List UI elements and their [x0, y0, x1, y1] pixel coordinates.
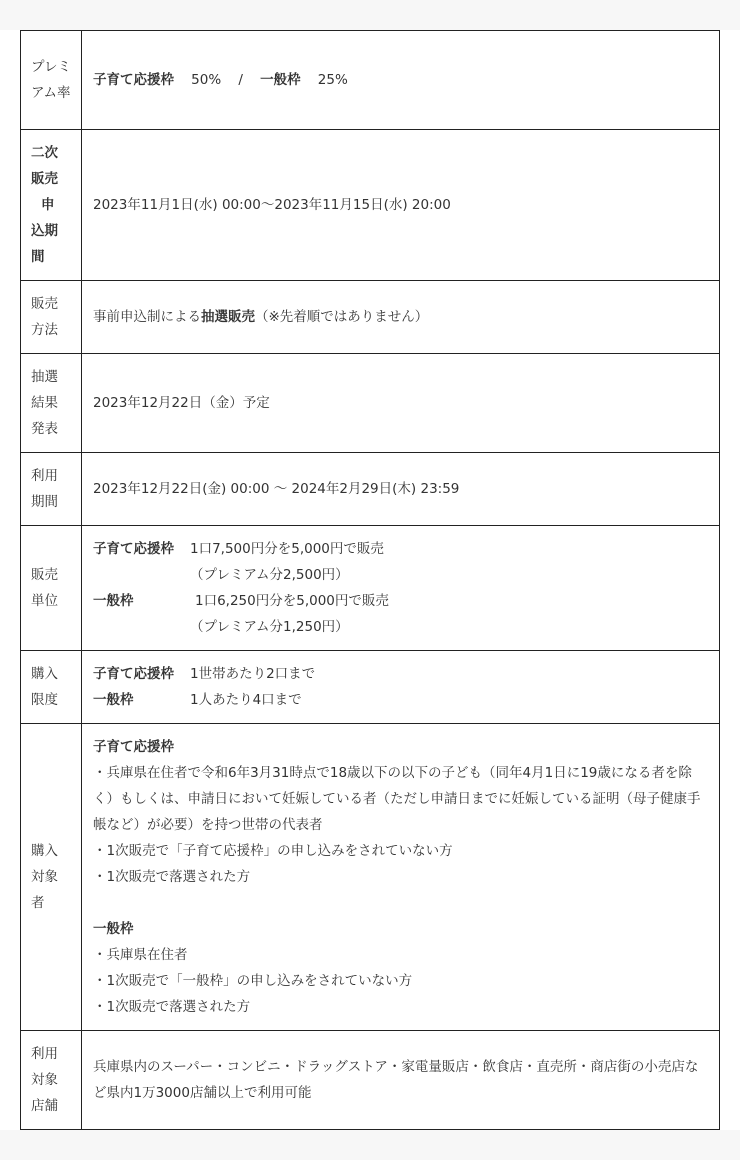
- row-purchase-target: [21, 724, 720, 1031]
- label-sale-method: 販売 方法: [21, 281, 82, 354]
- kosodate-heading: 子育て応援枠: [93, 739, 174, 755]
- sale-info-table: [20, 30, 720, 1130]
- lottery-sale-bold: 抽選販売: [201, 309, 255, 325]
- value-purchase-target: [82, 724, 720, 1031]
- value-usage-period: 2023年12月22日(金) 00:00 〜 2024年2月29日(木) 23:59: [82, 453, 720, 526]
- row-second-sale-period: [21, 130, 720, 281]
- label-second-sale-period: 二次 販売 申 込期 間: [21, 130, 82, 281]
- value-purchase-limit: 子育て応援枠 1世帯あたり2口まで 一般枠 1人あたり4口まで: [82, 651, 720, 724]
- kosodate-label: 子育て応援枠: [93, 72, 174, 88]
- value-second-sale-period: 2023年11月1日(水) 00:00〜2023年11月15日(水) 20:00: [82, 130, 720, 281]
- label-purchase-limit: 購入 限度: [21, 651, 82, 724]
- list-item: ・1次販売で「子育て応援枠」の申し込みをされていない方: [93, 843, 453, 859]
- label-usage-period: 利用 期間: [21, 453, 82, 526]
- row-usage-period: [21, 453, 720, 526]
- value-target-stores: 兵庫県内のスーパー・コンビニ・ドラッグストア・家電量販店・飲食店・直売所・商店街の小売店など県内1万3000店舗以上で利用可能: [82, 1031, 720, 1130]
- value-lottery-result: 2023年12月22日（金）予定: [82, 354, 720, 453]
- list-item: ・1次販売で落選された方: [93, 999, 251, 1015]
- value-sale-method: 事前申込制による抽選販売（※先着順ではありません）: [82, 281, 720, 354]
- list-item: ・兵庫県在住者: [93, 947, 188, 963]
- label-text: プレミアム率: [31, 59, 71, 101]
- row-premium-rate: [21, 31, 720, 130]
- ippan-heading: 一般枠: [93, 921, 134, 937]
- label-lottery-result: 抽選 結果 発表: [21, 354, 82, 453]
- row-sale-unit: [21, 526, 720, 651]
- label-purchase-target: 購入 対象 者: [21, 724, 82, 1031]
- row-lottery-result: [21, 354, 720, 453]
- ippan-label: 一般枠: [260, 72, 301, 88]
- row-purchase-limit: [21, 651, 720, 724]
- label-sale-unit: 販売 単位: [21, 526, 82, 651]
- ippan-rate: 25%: [317, 72, 348, 88]
- list-item: ・1次販売で落選された方: [93, 869, 251, 885]
- row-target-stores: [21, 1031, 720, 1130]
- label-target-stores: 利用 対象 店舗: [21, 1031, 82, 1130]
- label-premium-rate: [21, 31, 82, 130]
- list-item: ・兵庫県在住者で令和6年3月31時点で18歳以下の以下の子ども（同年4月1日に19歳になる者を除く）もしくは、申請日において妊娠している者（ただし申請日までに妊娠している証明（母子健康手帳など）が必要）を持つ世帯の代表者: [93, 765, 701, 833]
- separator: /: [238, 72, 243, 88]
- page-sheet: [0, 30, 740, 1130]
- kosodate-rate: 50%: [191, 72, 222, 88]
- spacer: [93, 890, 709, 916]
- value-sale-unit: 子育て応援枠 1口7,500円分を5,000円で販売 （プレミアム分2,500円） 一般枠 1口6,250円分を5,000円で販売 （プレミアム分1,250円）: [82, 526, 720, 651]
- list-item: ・1次販売で「一般枠」の申し込みをされていない方: [93, 973, 413, 989]
- value-premium-rate: [82, 31, 720, 130]
- row-sale-method: [21, 281, 720, 354]
